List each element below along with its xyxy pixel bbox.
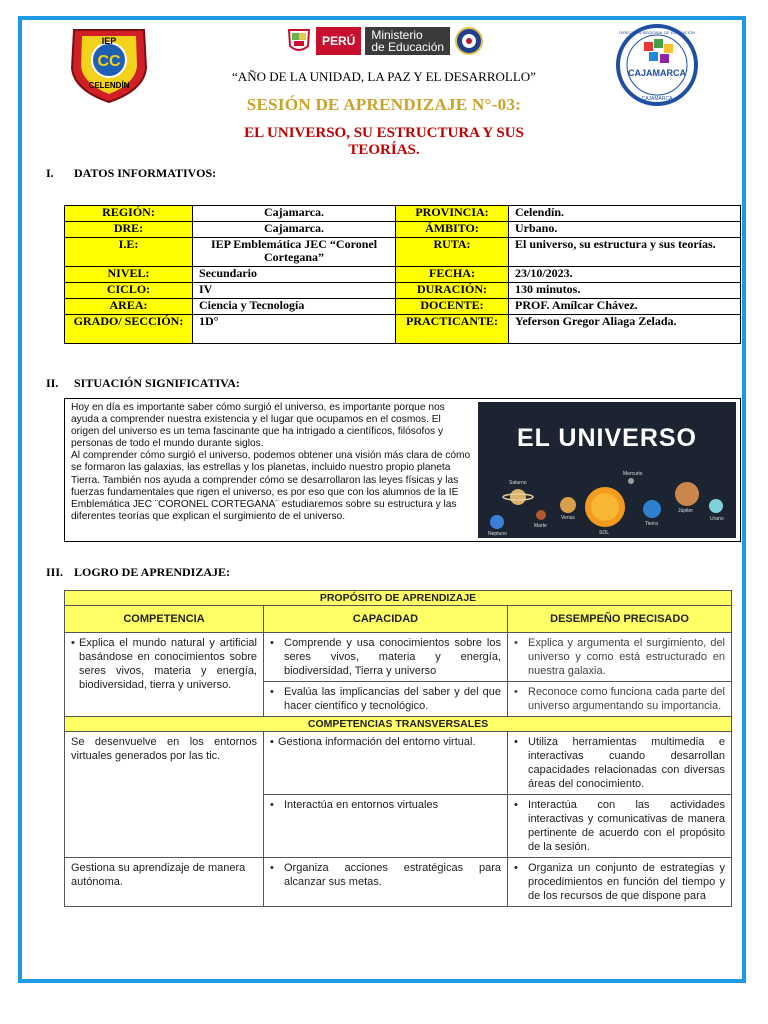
planet-label: Tierra (645, 521, 658, 527)
section-3-title: LOGRO DE APRENDIZAJE: (74, 565, 231, 579)
logro-header-row (65, 717, 732, 732)
drec-seal-logo (614, 24, 700, 106)
capacidad-cell (264, 858, 508, 907)
datos-label: DURACIÓN: (396, 283, 509, 299)
datos-label: I.E: (65, 238, 193, 267)
datos-value: El universo, su estructura y sus teorías. (509, 238, 741, 267)
capacidad-text: Organiza acciones estratégicas para alcanzar sus metas. (284, 862, 501, 888)
coat-of-arms-icon (286, 26, 312, 56)
capacidad-text: Comprende y usa conocimientos sobre los seres vivos, materia y energía, biodiversidad, Tierra y universo (284, 637, 501, 677)
list-item (514, 735, 725, 791)
bullet: • (270, 799, 274, 811)
capacidad-cell (264, 633, 508, 682)
desempeno-cell (508, 732, 732, 795)
desempeno-text: Organiza un conjunto de estrategias y procedimientos en función del tiempo y de los recursos de que dispone para (528, 862, 725, 902)
shield-top-text: IEP (101, 36, 117, 46)
universe-image-title: EL UNIVERSO (516, 424, 698, 452)
shield-initials: CC (97, 53, 121, 70)
competencia-text: Explica el mundo natural y artificial basándose en conocimientos sobre seres vivos, materia y energía, biodiversidad, tierra y universo. (79, 637, 257, 691)
datos-row (65, 206, 741, 222)
neptune-planet (490, 515, 504, 529)
datos-label: PRACTICANTE: (396, 315, 509, 344)
bullet: • (270, 686, 274, 698)
universe-image (478, 402, 736, 538)
list-item (514, 861, 725, 903)
logro-table (64, 590, 732, 907)
list-item (514, 636, 725, 678)
mars-planet (536, 510, 546, 520)
capacidad-text: Interactúa en entornos virtuales (284, 799, 439, 811)
sun-core (591, 493, 619, 521)
seal-center-text: CAJAMARCA (628, 68, 686, 78)
list-item (270, 636, 501, 678)
desempeno-text: Utiliza herramientas multimedia e interactivas cuando desarrollan capacidades relacionadas con diversas áreas del conocimiento. (528, 736, 725, 790)
logro-row (65, 633, 732, 682)
section-2-title: SITUACIÓN SIGNIFICATIVA: (74, 376, 240, 390)
school-shield-logo (66, 24, 152, 104)
logro-header-row (65, 591, 732, 606)
datos-value: PROF. Amílcar Chávez. (509, 299, 741, 315)
datos-label: REGIÓN: (65, 206, 193, 222)
section-1-heading (46, 166, 216, 181)
capacidad-cell (264, 795, 508, 858)
col-desempeno: DESEMPEÑO PRECISADO (508, 606, 732, 633)
session-title: SESIÓN DE APRENDIZAJE N°-03: (246, 95, 522, 114)
seal-ring-top-text: DIRECCIÓN REGIONAL DE EDUCACIÓN (619, 30, 695, 35)
planet-label: Júpiter (678, 508, 694, 514)
transversales-header: COMPETENCIAS TRANSVERSALES (65, 717, 732, 732)
situacion-paragraph-1: Hoy en día es importante saber cómo surgió el universo, es importante porque nos ayuda a comprender nuestra existencia y el lugar que ocupamos en el cosmos. El origen del universo es un tema fascinante que ha intrigado a científicos, filósofos y personas de todo el mundo durante siglos. (71, 402, 445, 450)
datos-row (65, 299, 741, 315)
logro-columns-row (65, 606, 732, 633)
datos-label: FECHA: (396, 267, 509, 283)
saturn-planet (510, 489, 526, 505)
datos-row (65, 238, 741, 267)
datos-value: 23/10/2023. (509, 267, 741, 283)
year-motto: “AÑO DE LA UNIDAD, LA PAZ Y EL DESARROLLO” (232, 69, 536, 84)
desempeno-text: Interactúa con las actividades interactivas y comunicativas de manera pertinente de acuerdo con el propósito de la sesión. (528, 799, 725, 853)
datos-label: DOCENTE: (396, 299, 509, 315)
datos-value: 130 minutos. (509, 283, 741, 299)
desempeno-text: Reconoce como funciona cada parte del universo argumentando su importancia. (528, 686, 725, 712)
planet-label: SOL (599, 530, 610, 536)
datos-value: 1D° (193, 315, 396, 344)
list-item (270, 861, 501, 889)
list-item (270, 798, 501, 812)
desempeno-cell (508, 858, 732, 907)
capacidad-text: Evalúa las implicancias del saber y del que hacer científico y tecnológico. (284, 686, 501, 712)
bullet: • (514, 799, 518, 811)
section-2-heading (46, 376, 240, 391)
datos-value: Urbano. (509, 222, 741, 238)
situacion-paragraph-2: Al comprender cómo surgió el universo, podemos obtener una visión más clara de cómo se formaron las galaxias, las estrellas y los planetas, incluido nuestro propio planeta Tierra. También nos ayuda a comprender cómo se desarrollaron las leyes físicas y las fuerzas fundamentales que rigen el universo, es por eso que con los alumnos de la IE Emblemática JEC ¨CORONEL CORTEGANA¨ estudiaremos sobre su estructura y las diferentes teorías que explican el surgimiento de el universo. (71, 450, 471, 522)
logro-row (65, 732, 732, 795)
ministry-label (365, 27, 450, 55)
capacidad-cell (264, 682, 508, 717)
ministry-line-1: Ministerio (371, 28, 423, 42)
list-item (514, 798, 725, 854)
situacion-box (64, 398, 741, 542)
list-item (71, 636, 257, 692)
datos-value: Cajamarca. (193, 206, 396, 222)
datos-row (65, 222, 741, 238)
peru-label: PERÚ (316, 27, 361, 55)
section-3-heading (46, 565, 230, 580)
datos-label: ÁMBITO: (396, 222, 509, 238)
competencia-cell: Se desenvuelve en los entornos virtuales generados por las tic. (65, 732, 264, 858)
planet-label: Urano (710, 516, 724, 522)
col-competencia: COMPETENCIA (65, 606, 264, 633)
bullet: ▪ (270, 736, 274, 748)
bullet: • (514, 862, 518, 874)
desempeno-cell (508, 795, 732, 858)
datos-value: IV (193, 283, 396, 299)
datos-label: RUTA: (396, 238, 509, 267)
seal-ring-bottom-text: CAJAMARCA (641, 96, 673, 102)
planet-label: Neptuno (488, 531, 507, 537)
mercury-planet (628, 478, 634, 484)
ugel-badge-icon (454, 26, 484, 56)
ministry-line-2: de Educación (371, 40, 445, 54)
bullet: • (514, 686, 518, 698)
minedu-logo (286, 25, 484, 57)
list-item (270, 685, 501, 713)
planet-label: Marte (534, 523, 547, 529)
section-2-number: II. (46, 376, 59, 390)
datos-value: IEP Emblemática JEC “Coronel Cortegana” (193, 238, 396, 267)
section-3-number: III. (46, 565, 64, 579)
bullet: • (270, 637, 274, 649)
bullet: • (514, 736, 518, 748)
solar-system-illustration (478, 402, 736, 538)
col-capacidad: CAPACIDAD (264, 606, 508, 633)
capacidad-cell (264, 732, 508, 795)
planet-label: Venus (561, 515, 575, 521)
topic-title: EL UNIVERSO, SU ESTRUCTURA Y SUS TEORÍAS. (244, 125, 524, 158)
logro-row (65, 858, 732, 907)
bullet: • (71, 637, 75, 649)
shield-bottom-text: CELENDÍN (88, 81, 130, 90)
datos-row (65, 283, 741, 299)
datos-value: Celendín. (509, 206, 741, 222)
proposito-header: PROPÓSITO DE APRENDIZAJE (65, 591, 732, 606)
datos-value: Ciencia y Tecnología (193, 299, 396, 315)
datos-row (65, 315, 741, 344)
datos-table (64, 205, 741, 344)
datos-label: CICLO: (65, 283, 193, 299)
planet-label: Saturno (509, 480, 527, 486)
venus-planet (560, 497, 576, 513)
bullet: • (514, 637, 518, 649)
datos-label: AREA: (65, 299, 193, 315)
datos-label: PROVINCIA: (396, 206, 509, 222)
capacidad-text: Gestiona información del entorno virtual. (278, 736, 476, 748)
jupiter-planet (675, 482, 699, 506)
section-1-title: DATOS INFORMATIVOS: (74, 166, 217, 180)
datos-row (65, 267, 741, 283)
desempeno-cell (508, 682, 732, 717)
datos-label: NIVEL: (65, 267, 193, 283)
desempeno-cell (508, 633, 732, 682)
planet-label: Mercurio (623, 471, 643, 477)
competencia-cell: Gestiona su aprendizaje de manera autónoma. (65, 858, 264, 907)
datos-value: Secundario (193, 267, 396, 283)
datos-value: Yeferson Gregor Aliaga Zelada. (509, 315, 741, 344)
datos-value: Cajamarca. (193, 222, 396, 238)
situacion-text (71, 402, 471, 523)
list-item (270, 735, 501, 749)
competencia-cell (65, 633, 264, 717)
bullet: • (270, 862, 274, 874)
uranus-planet (709, 499, 723, 513)
earth-planet (643, 500, 661, 518)
section-1-number: I. (46, 166, 54, 180)
list-item (514, 685, 725, 713)
datos-label: DRE: (65, 222, 193, 238)
datos-label: GRADO/ SECCIÓN: (65, 315, 193, 344)
desempeno-text: Explica y argumenta el surgimiento, del universo y como está estructurado en nuestra galaxia. (528, 637, 725, 677)
